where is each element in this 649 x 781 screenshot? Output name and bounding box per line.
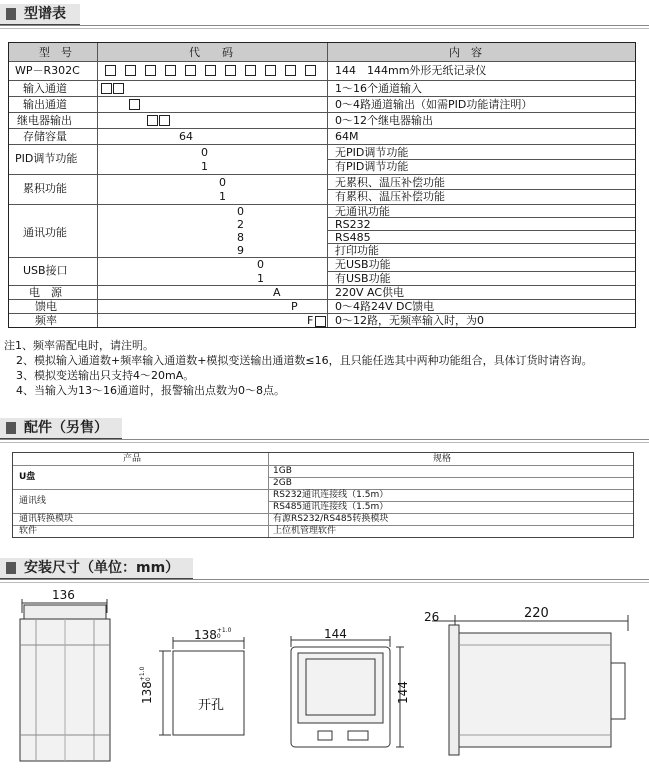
acc-spec: 上位机管理软件 <box>273 526 337 536</box>
dim-side-front: 26 <box>424 610 440 624</box>
row-code-power: A <box>273 286 281 299</box>
row-content-output: 0～4路通道输出（如需PID功能请注明） <box>335 98 533 111</box>
row-label-freq: 频率 <box>35 314 57 327</box>
header-model: 型 号 <box>39 46 72 59</box>
row-content-usb-0: 无USB功能 <box>335 258 391 271</box>
accessories-table <box>12 452 634 538</box>
dim-cutout-w-value: 138 <box>194 628 217 642</box>
acc-spec: 有源RS232/RS485转换模块 <box>273 514 389 524</box>
row-content-comm-2: RS485 <box>335 231 371 244</box>
acc-spec: 1GB <box>273 466 292 476</box>
header-content: 内 容 <box>449 46 482 59</box>
model-name: WP－R302C <box>15 64 80 77</box>
notes <box>4 338 593 398</box>
dim-front-width: 136 <box>52 588 75 602</box>
row-code-comm-2: 2 <box>237 218 244 231</box>
row-label-usb: USB接口 <box>23 264 68 277</box>
row-content-comm-3: 打印功能 <box>335 244 379 257</box>
acc-product-software: 软件 <box>19 526 38 536</box>
row-code-pid-1: 1 <box>201 160 208 173</box>
dim-cutout-h-tol: +1.0 <box>139 666 146 682</box>
row-code-usb-1: 1 <box>257 272 264 285</box>
cutout-label: 开孔 <box>198 698 225 713</box>
header-code: 代 码 <box>189 46 233 59</box>
dim-panel-height: 144 <box>396 681 410 704</box>
row-content-usb-1: 有USB功能 <box>335 272 391 285</box>
model-table <box>8 42 636 328</box>
row-content-comm-0: 无通讯功能 <box>335 205 390 218</box>
row-content-power: 220V AC供电 <box>335 286 405 299</box>
row-code-comm-9: 9 <box>237 244 244 257</box>
header-product: 产品 <box>123 454 142 464</box>
section-header-dimensions <box>0 558 649 580</box>
dimension-drawings <box>0 585 649 781</box>
row-code-feed: P <box>291 300 298 313</box>
dim-cutout-h-value: 138 <box>140 681 154 704</box>
section-header-model <box>0 4 649 26</box>
row-code-usb-0: 0 <box>257 258 264 271</box>
dim-panel-width: 144 <box>324 627 347 641</box>
row-content-pid-0: 无PID调节功能 <box>335 146 409 159</box>
acc-spec: RS485通讯连接线（1.5m） <box>273 502 389 512</box>
dim-cutout-width <box>194 628 231 642</box>
acc-product-usb: U盘 <box>19 472 36 482</box>
dim-side-depth: 220 <box>524 606 549 621</box>
row-content-freq: 0～12路，无频率输入时，为0 <box>335 314 484 327</box>
row-label-output: 输出通道 <box>23 98 67 111</box>
row-code-comm-8: 8 <box>237 231 244 244</box>
row-code-accum-0: 0 <box>219 176 226 189</box>
row-code-storage: 64 <box>179 130 193 143</box>
row-code-freq: F <box>307 314 314 327</box>
acc-product-cable: 通讯线 <box>19 496 47 506</box>
row-label-comm: 通讯功能 <box>23 226 67 239</box>
row-content-pid-1: 有PID调节功能 <box>335 160 409 173</box>
dim-cutout-height <box>140 667 154 704</box>
section-title: 型谱表 <box>0 4 80 26</box>
acc-product-module: 通讯转换模块 <box>19 514 74 524</box>
row-content-relay: 0～12个继电器输出 <box>335 114 433 127</box>
note-1: 注1、频率需配电时，请注明。 <box>4 339 154 352</box>
row-code-comm-0: 0 <box>237 205 244 218</box>
dim-cutout-h-tol0: 0 <box>145 677 152 682</box>
note-4: 4、当输入为13～16通道时，报警输出点数为0～8点。 <box>16 384 285 397</box>
note-2: 2、模拟输入通道数+频率输入通道数+模拟变送输出通道数≤16，且只能任选其中两种功能组合，具体订货时请咨询。 <box>16 354 593 367</box>
acc-spec: 2GB <box>273 478 292 488</box>
section-title: 配件（另售） <box>0 418 122 440</box>
row-label-accum: 累积功能 <box>23 182 67 195</box>
row-content-comm-1: RS232 <box>335 218 371 231</box>
row-content-feed: 0～4路24V DC馈电 <box>335 300 435 313</box>
row-label-input: 输入通道 <box>23 82 67 95</box>
section-title: 安装尺寸（单位：mm） <box>0 558 193 580</box>
row-content-storage: 64M <box>335 130 359 143</box>
row-content-accum-1: 有累积、温压补偿功能 <box>335 190 445 203</box>
row-label-storage: 存储容量 <box>23 130 67 143</box>
row-label-pid: PID调节功能 <box>15 152 78 165</box>
row-label-relay: 继电器输出 <box>17 114 72 127</box>
dim-cutout-w-tol: +1.0 <box>216 627 232 634</box>
dim-cutout-w-tol0: 0 <box>216 633 221 640</box>
row-code-accum-1: 1 <box>219 190 226 203</box>
header-spec: 规格 <box>433 454 452 464</box>
row-code-pid-0: 0 <box>201 146 208 159</box>
note-3: 3、模拟变送输出只支持4～20mA。 <box>16 369 195 382</box>
row-label-feed: 馈电 <box>35 300 57 313</box>
model-desc: 144 144mm外形无纸记录仪 <box>335 64 487 77</box>
acc-spec: RS232通讯连接线（1.5m） <box>273 490 389 500</box>
row-content-input: 1～16个通道输入 <box>335 82 422 95</box>
row-content-accum-0: 无累积、温压补偿功能 <box>335 176 445 189</box>
section-header-accessories <box>0 418 649 440</box>
row-label-power: 电 源 <box>29 286 62 299</box>
